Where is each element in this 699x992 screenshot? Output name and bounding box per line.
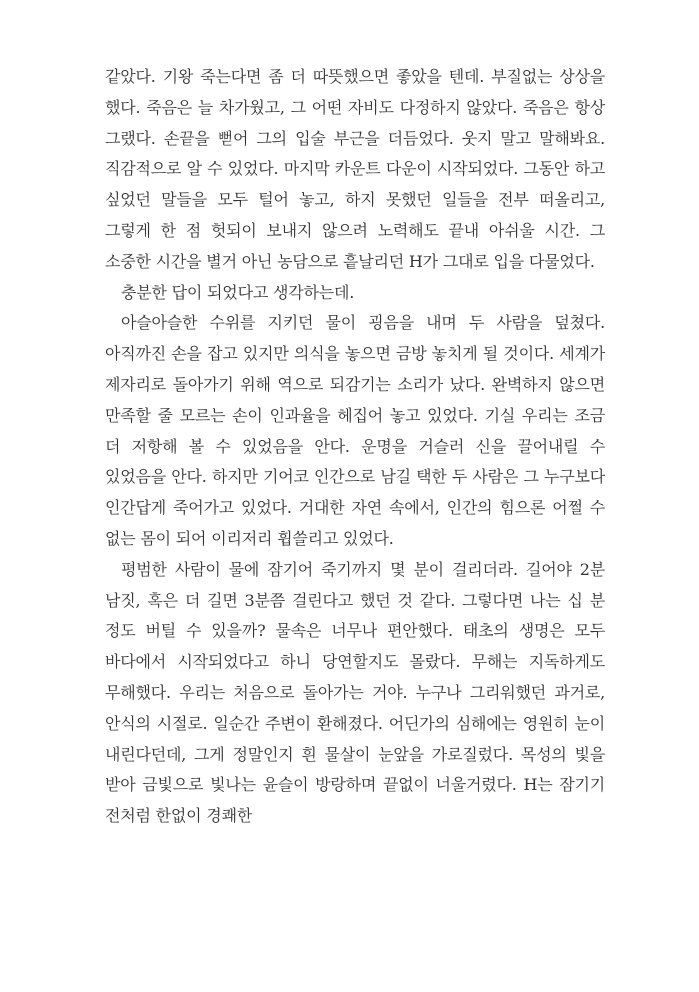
paragraph: 같았다. 기왕 죽는다면 좀 더 따뜻했으면 좋았을 텐데. 부질없는 상상을 했다. 죽음은 늘 차가웠고, 그 어떤 자비도 다정하지 않았다. 죽음은 항상 그랬다. 손끝을 뻗어 그의 입술 부근을 더듬었다. 웃지 말고 말해봐요. 직감적으로 알 수 있었다. 마지막 카운트 다운이 시작되었다. 그동안 하고 싶었던 말들을 모두 털어 놓고, 하지 못했던 일들을 전부 떠올리고, 그렇게 한 점 헛되이 보내지 않으려 노력해도 끝내 아쉬울 시간. 그 소중한 시간을 별거 아닌 농담으로 흩날리던 H가 그대로 입을 다물었다.	[105, 67, 605, 271]
paragraph: 평범한 사람이 물에 잠기어 죽기까지 몇 분이 걸리더라. 길어야 2분 남짓, 혹은 더 길면 3분쯤 걸린다고 했던 것 같다. 그렇다면 나는 십 분 정도 버틸 수 있을까? 물속은 너무나 편안했다. 태초의 생명은 모두 바다에서 시작되었다고 하니 당연할지도 몰랐다. 무해는 지독하게도 무해했다. 우리는 처음으로 돌아가는 거야. 누구나 그리워했던 과거로, 안식의 시절로. 일순간 주변이 환해졌다. 어딘가의 심해에는 영원히 눈이 내린다던데, 그게 정말인지 흰 물살이 눈앞을 가로질렀다. 목성의 빛을 받아 금빛으로 빛나는 윤슬이 방랑하며 끝없이 너울거렸다. H는 잠기기 전처럼 한없이 경쾌한	[105, 559, 605, 826]
document-page	[105, 62, 605, 832]
paragraph: 충분한 답이 되었다고 생각하는데.	[121, 282, 355, 302]
paragraph: 아슬아슬한 수위를 지키던 물이 굉음을 내며 두 사람을 덮쳤다. 아직까진 손을 잡고 있지만 의식을 놓으면 금방 놓치게 될 것이다. 세계가 제자리로 돌아가기 위해 역으로 되감기는 소리가 났다. 완벽하지 않으면 만족할 줄 모르는 손이 인과율을 헤집어 놓고 있었다. 기실 우리는 조금 더 저항해 볼 수 있었음을 안다. 운명을 거슬러 신을 끌어내릴 수 있었음을 안다. 하지만 기어코 인간으로 남길 택한 두 사람은 그 누구보다 인간답게 죽어가고 있었다. 거대한 자연 속에서, 인간의 힘으론 어쩔 수 없는 몸이 되어 이리저리 휩쓸리고 있었다.	[105, 313, 605, 548]
